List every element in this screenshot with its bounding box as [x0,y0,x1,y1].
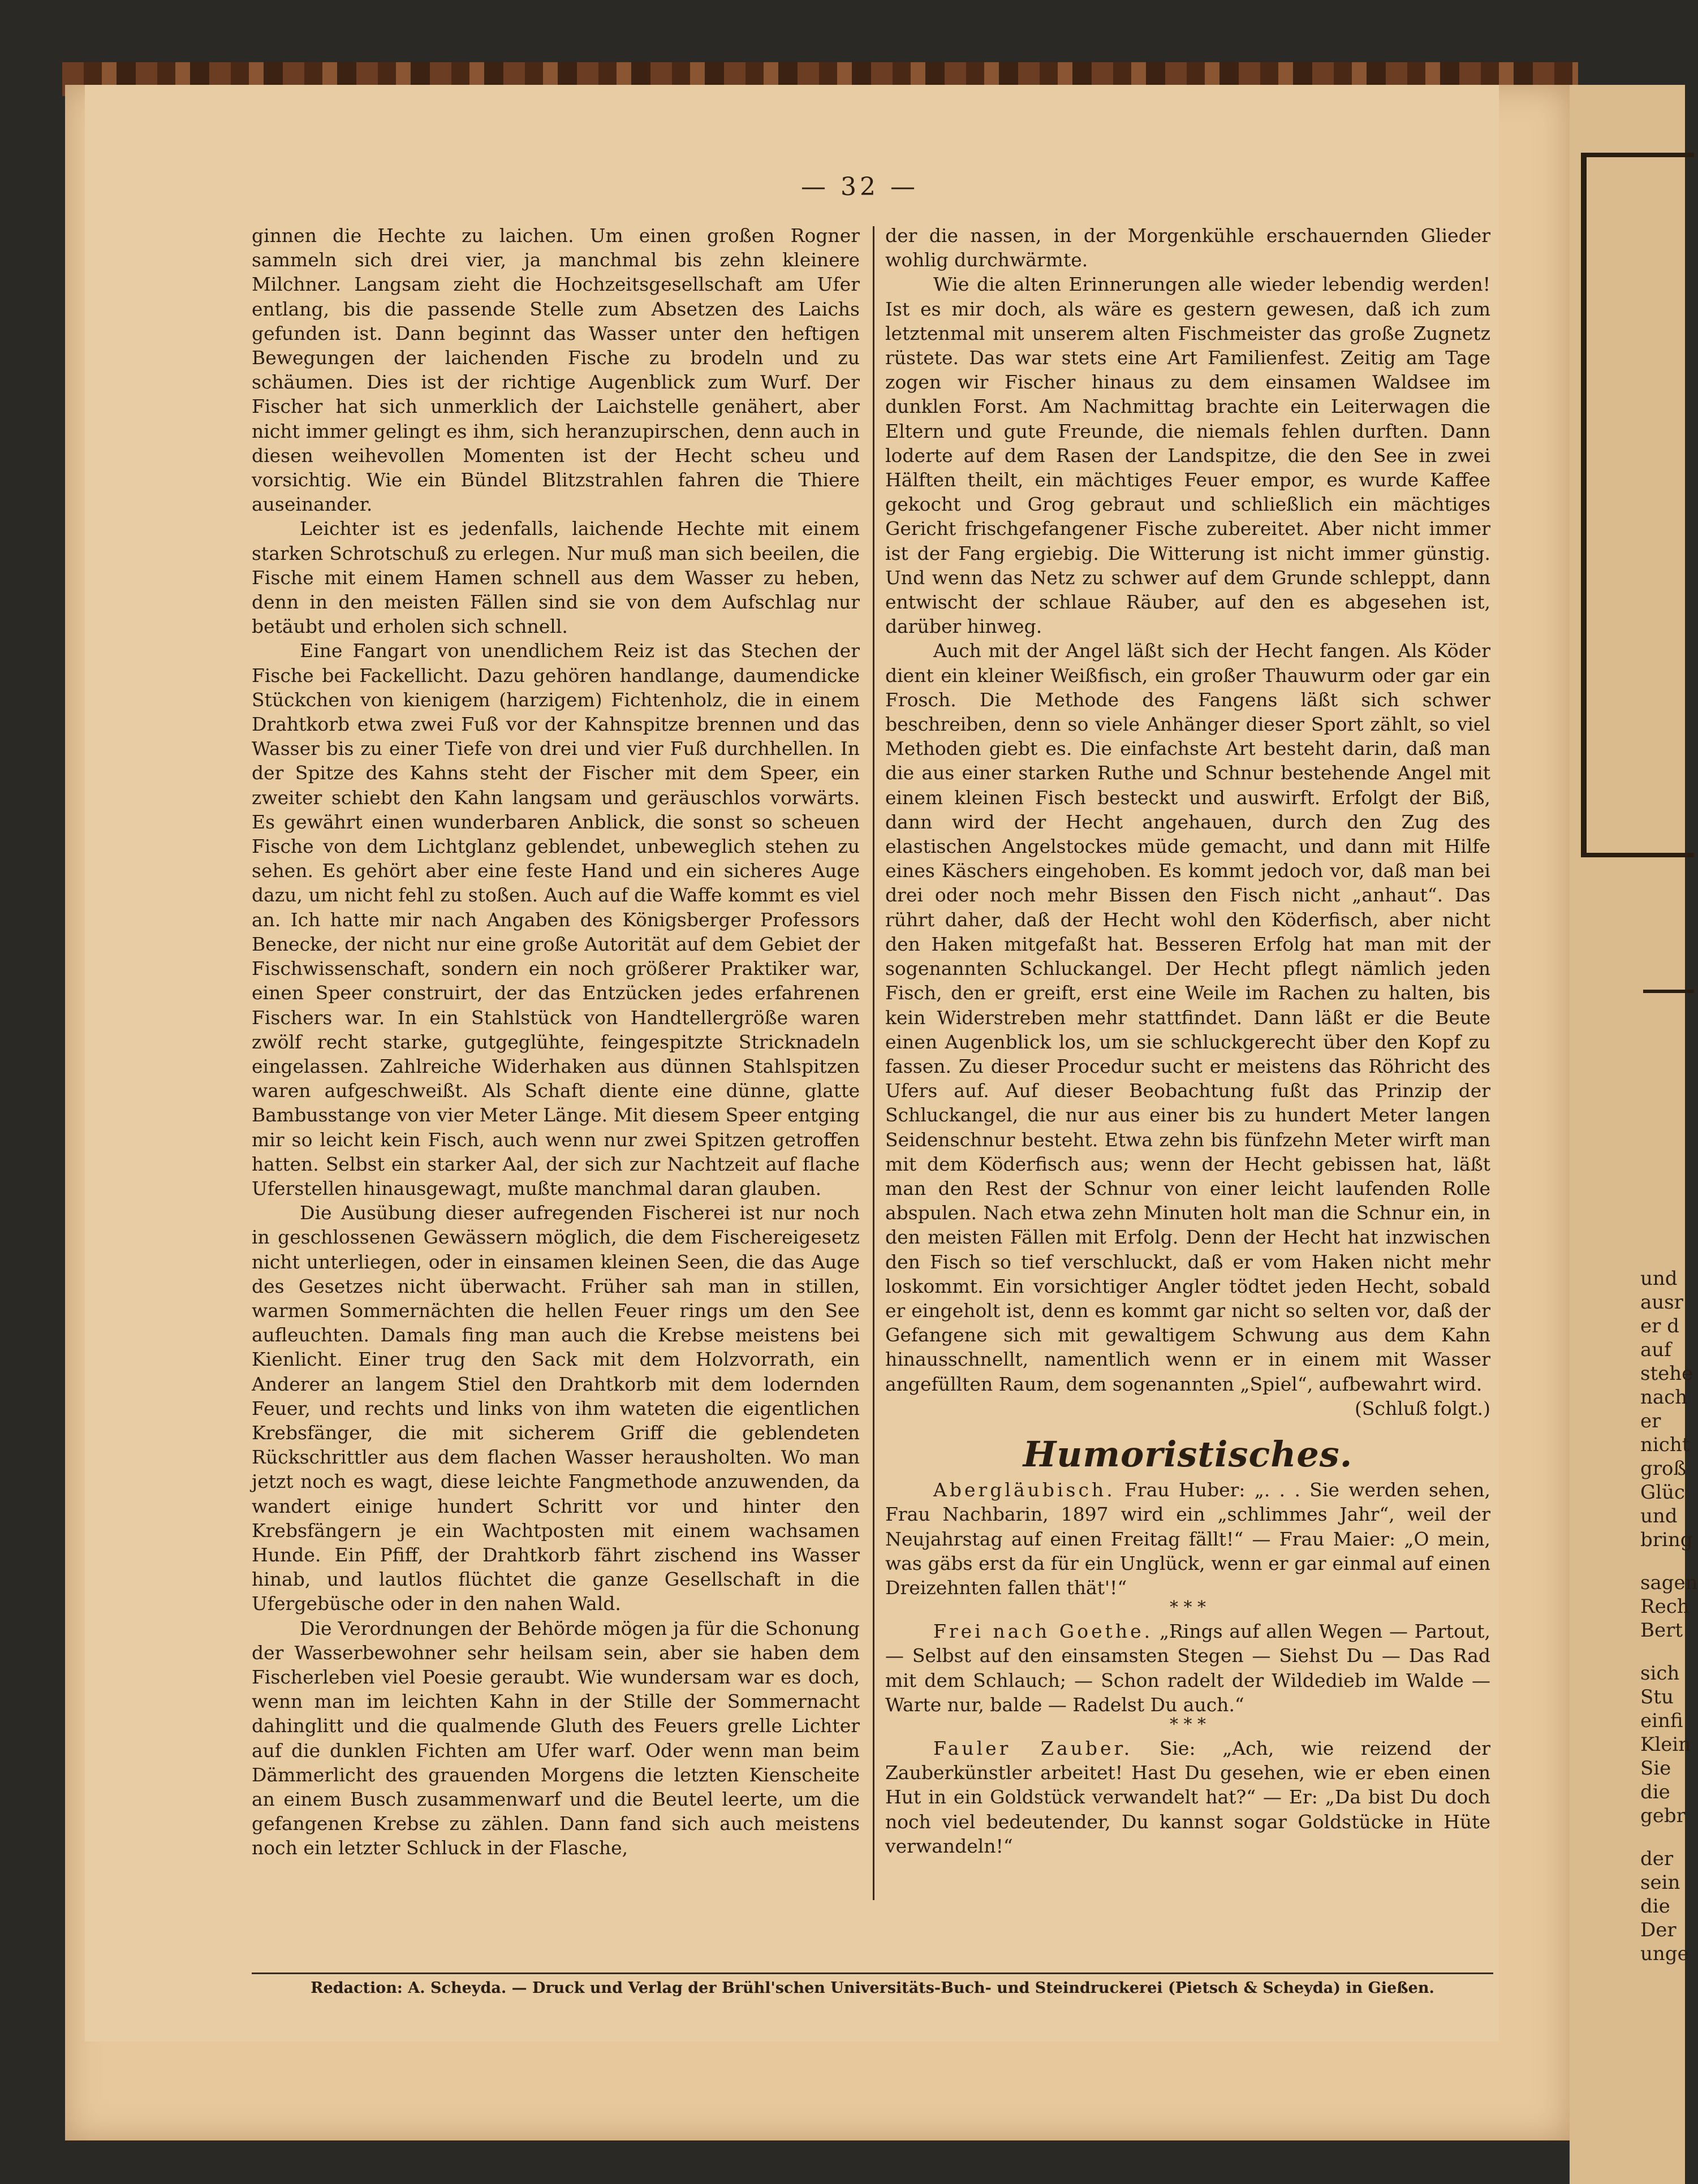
facing-page-word: der [1640,1848,1674,1870]
facing-page-word: sein [1640,1871,1680,1894]
facing-page-word: nicht [1640,1434,1690,1456]
facing-page-word: gebr [1640,1805,1686,1827]
facing-page-word: Stu [1640,1686,1674,1708]
humor-section-title: Humoristisches. [1023,1433,1353,1475]
humor-item [885,1478,1490,1600]
page-number: — 32 — [801,172,919,201]
article-paragraph: Auch mit der Angel läßt sich der Hecht fangen. Als Köder dient ein kleiner Weißfisch, ein großer Thauwurm oder gar ein Frosch. Die Methode des Fangens läßt sich schwer beschreiben, denn so viele Anhänger dieser Sport zählt, so viel Methoden giebt es. Die einfachste Art besteht darin, daß man die aus einer starken Ruthe und Schnur bestehende Angel mit einem kleinen Fisch besteckt und auswirft. Erfolgt der Biß, dann wird der Hecht angehauen, durch den Zug des elastischen Angelstockes müde gemacht, und dann mit Hilfe eines Käschers eingehoben. Es kommt jedoch vor, daß man bei drei oder noch mehr Bissen den Fisch nicht „anhaut“. Das rührt daher, daß der Hecht wohl den Köderfisch, aber nicht den Haken mitgefaßt hat. Besseren Erfolg hat man mit der sogenannten Schluckangel. Der Hecht pflegt nämlich jeden Fisch, den er greift, erst eine Weile im Rachen zu halten, bis kein Widerstreben mehr stattfindet. Dann läßt er die Beute einen Augenblick los, um sie schluckgerecht über den Kopf zu fassen. Zu dieser Procedur sucht er meistens das Röhricht des Ufers auf. Auf dieser Beobachtung fußt das Prinzip der Schluckangel, die nur aus einer bis zu hundert Meter langen Seidenschnur besteht. Etwa zehn bis fünfzehn Meter wirft man mit dem Köderfisch aus; wenn der Hecht gebissen hat, läßt man den Rest der Schnur von einer leicht laufenden Rolle abspulen. Nach etwa zehn Minuten holt man die Schnur ein, in den meisten Fällen mit Erfolg. Denn der Hecht hat inzwischen den Fisch so tief verschluckt, daß er vom Haken nicht mehr loskommt. Ein vorsichtiger Angler tödtet jeden Hecht, sobald er eingeholt ist, denn es kommt gar nicht so selten vor, daß der Gefangene sich mit gewaltigem Schwung aus dem Kahn hinausschnellt, namentlich wenn er in einem mit Wasser angefüllten Raum, dem sogenannten „Spiel“, aufbewahrt wird. [885,640,1490,1395]
facing-page-word: die [1640,1781,1670,1803]
humor-item-text: Sie: „Ach, wie reizend der Zauberkünstler arbeitet! Hast Du gesehen, wie er eben einen Hut in ein Goldstück verwandelt hat?“ — Er: „Da bist Du doch noch viel bedeutender, Du kannst sogar Goldstücke in Hüte verwandeln!“ [885,1737,1490,1857]
humor-items [885,1478,1490,1858]
article-paragraph: Leichter ist es jedenfalls, laichende Hechte mit einem starken Schrotschuß zu erlegen. Nur muß man sich beeilen, die Fische mit einem Hamen schnell aus dem Wasser zu heben, denn in den meisten Fällen sind sie von dem Aufschlag nur betäubt und erholen sich schnell. [252,517,860,638]
humor-item-text: „Rings auf allen Wegen — Partout, — Selbst auf den einsamsten Stegen — Siehst Du — Das Rad mit dem Schlauch; — Schon radelt der Wildedieb im Walde — Warte nur, balde — Radelst Du auch.“ [885,1620,1490,1716]
facing-page-word: Bert [1640,1619,1683,1642]
facing-page-illustration-frame [1581,153,1694,857]
facing-page-word: Rech [1640,1595,1690,1618]
facing-page-word: einfi [1640,1710,1683,1732]
article-paragraph: Die Ausübung dieser aufregenden Fischerei ist nur noch in geschlossenen Gewässern möglich, die dem Fischereigesetz nicht unterliegen, oder in einsamen kleinen Seen, die das Auge des Gesetzes nicht überwacht. Früher sah man in stillen, warmen Sommernächten die hellen Feuer rings um den See aufleuchten. Damals fing man auch die Krebse meistens bei Kienlicht. Einer trug den Sack mit dem Holzvorrath, ein Anderer an langem Stiel den Drahtkorb mit dem lodernden Feuer, und rechts und links von ihm wateten die eigentlichen Krebsfänger, die mit sicherem Griff die geblendeten Rückschrittler aus dem flachen Wasser herausholten. Wo man jetzt noch es wagt, diese leichte Fangmethode anzuwenden, da wandert einige hundert Schritt vor und hinter den Krebsfängern je ein Wachtposten mit einem wachsamen Hunde. Ein Pfiff, der Drahtkorb fährt zischend ins Wasser hinab, und lautlos flüchtet die ganze Gesellschaft in die Ufergebüsche oder in den nahen Wald. [252,1202,860,1615]
humor-item-heading: Abergläubisch. [933,1479,1115,1501]
facing-page-word: ausr [1640,1291,1683,1314]
facing-page-rule [1643,990,1694,993]
left-column [252,223,860,1859]
facing-page-word: sich [1640,1662,1680,1685]
facing-page-word: Glüc [1640,1481,1685,1504]
facing-page [1570,85,1698,2184]
humor-item-text: Frau Huber: „. . . Sie werden sehen, Frau Nachbarin, 1897 wird ein „schlimmes Jahr“, weil der Neujahrstag auf einen Freitag fällt!“ — Frau Maier: „O mein, was gäbs erst da für ein Unglück, wenn er gar einmal auf einen Dreizehnten fallen thät'!“ [885,1479,1490,1599]
imprint-footer: Redaction: A. Scheyda. — Druck und Verlag der Brühl'schen Universitäts-Buch- und Steindruckerei (Pietsch & Scheyda) in Gießen. [311,1979,1434,1997]
facing-page-word: Der [1640,1919,1677,1941]
facing-page-word: stehe [1640,1362,1693,1385]
facing-page-word: er d [1640,1315,1679,1337]
facing-page-word: und [1640,1505,1678,1527]
article-paragraph: Eine Fangart von unendlichem Reiz ist das Stechen der Fische bei Fackellicht. Dazu gehören handlange, daumendicke Stückchen von kienigem (harzigem) Fichtenholz, die in einem Drahtkorb etwa zwei Fuß vor der Kahnspitze brennen und das Wasser bis zu einer Tiefe von drei und vier Fuß durchhellen. In der Spitze des Kahns steht der Fischer mit dem Speer, ein zweiter schiebt den Kahn langsam und geräuschlos vorwärts. Es gewährt einen wunderbaren Anblick, die sonst so scheuen Fische von dem Lichtglanz geblendet, unbeweglich stehen zu sehen. Es gehört aber eine feste Hand und ein sicheres Auge dazu, um nicht fehl zu stoßen. Auch auf die Waffe kommt es viel an. Ich hatte mir nach Angaben des Königsberger Professors Benecke, der nicht nur eine große Autorität auf dem Gebiet der Fischwissenschaft, sondern ein noch größerer Praktiker war, einen Speer construirt, der das Entzücken jedes erfahrenen Fischers war. In ein Stahlstück von Handtellergröße waren zwölf recht starke, gutgeglühte, feingespitzte Stricknadeln eingelassen. Zahlreiche Widerhaken aus dünnen Stahlspitzen waren aufgeschweißt. Als Schaft diente eine dünne, glatte Bambusstange von vier Meter Länge. Mit diesem Speer entging mir so leicht kein Fisch, auch wenn nur zwei Spitzen getroffen hatten. Selbst ein starker Aal, der sich zur Nachtzeit auf flache Uferstellen hinausgewagt, mußte manchmal daran glauben. [252,640,860,1199]
article-paragraph: Wie die alten Erinnerungen alle wieder lebendig werden! Ist es mir doch, als wäre es gestern gewesen, daß ich zum letztenmal mit unserem alten Fischmeister das große Zugnetz rüstete. Das war stets eine Art Familienfest. Zeitig am Tage zogen wir Fischer hinaus zu dem einsamen Waldsee im dunklen Forst. Am Nachmittag brachte ein Leiterwagen die Eltern und gute Freunde, die niemals fehlen durften. Dann loderte auf dem Rasen der Landspitze, die den See in zwei Hälften theilt, ein mächtiges Feuer empor, es wurde Kaffee gekocht und Grog gebraut und schließlich ein mächtiges Gericht frischgefangener Fische zubereitet. Aber nicht immer ist der Fang ergiebig. Die Witterung ist nicht immer günstig. Und wenn das Netz zu schwer auf dem Grunde schleppt, dann entwischt der schlaue Räuber, auf den es abgesehen ist, darüber hinweg. [885,273,1490,638]
separator-stars: * * * [1169,1714,1206,1734]
article-paragraph: ginnen die Hechte zu laichen. Um einen großen Rogner sammeln sich drei vier, ja manchmal bis zehn kleinere Milchner. Langsam zieht die Hochzeitsgesellschaft am Ufer entlang, bis die passende Stelle zum Absetzen des Laichs gefunden ist. Dann beginnt das Wasser unter den heftigen Bewegungen der laichenden Fische zu brodeln und zu schäumen. Dies ist der richtige Augenblick zum Wurf. Der Fischer hat sich unmerklich der Laichstelle genähert, aber nicht immer gelingt es ihm, sich heranzupirschen, denn auch in diesen weihevollen Momenten ist der Hecht scheu und vorsichtig. Wie ein Bündel Blitzstrahlen fahren die Thiere auseinander. [252,225,860,516]
facing-page-word: und [1640,1267,1678,1290]
facing-page-word: die [1640,1895,1670,1918]
facing-page-word: groß [1640,1457,1687,1480]
right-column [885,223,1490,1857]
facing-page-word: er [1640,1410,1661,1432]
facing-page-word: sagen [1640,1572,1698,1594]
footer-rule [252,1972,1493,1974]
article-paragraph: Die Verordnungen der Behörde mögen ja für die Schonung der Wasserbewohner sehr heilsam sein, aber sie haben dem Fischerleben viel Poesie geraubt. Wie wundersam war es doch, wenn man im leichten Kahn in der Stille der Sommernacht dahinglitt und die qualmende Gluth des Feuers grelle Lichter auf die dunklen Fichten am Ufer warf. Oder wenn man beim Dämmerlicht des grauenden Morgens die letzten Kienscheite an einem Busch zusammenwarf und die Beutel leerte, um die gefangenen Krebse zu zählen. Dann fand sich auch meistens noch ein letzter Schluck in der Flasche, [252,1617,860,1859]
humor-item [885,1736,1490,1858]
facing-page-word: nach [1640,1386,1688,1409]
facing-page-text [1640,1267,1698,1966]
humor-item-heading: Frei nach Goethe. [933,1620,1153,1643]
separator-stars: * * * [1169,1598,1206,1618]
humor-item-heading: Fauler Zauber. [933,1737,1133,1759]
facing-page-word: Sie [1640,1757,1671,1780]
to-be-continued: (Schluß folgt.) [1355,1397,1490,1419]
right-column-article [885,223,1490,1396]
article-paragraph: der die nassen, in der Morgenkühle erschauernden Glieder wohlig durchwärmte. [885,225,1490,271]
facing-page-word: unge [1640,1943,1689,1965]
facing-page-word: bring [1640,1529,1693,1551]
facing-page-word: Klein [1640,1733,1691,1756]
facing-page-word: auf [1640,1339,1671,1361]
humor-item [885,1619,1490,1717]
column-divider [873,226,874,1900]
